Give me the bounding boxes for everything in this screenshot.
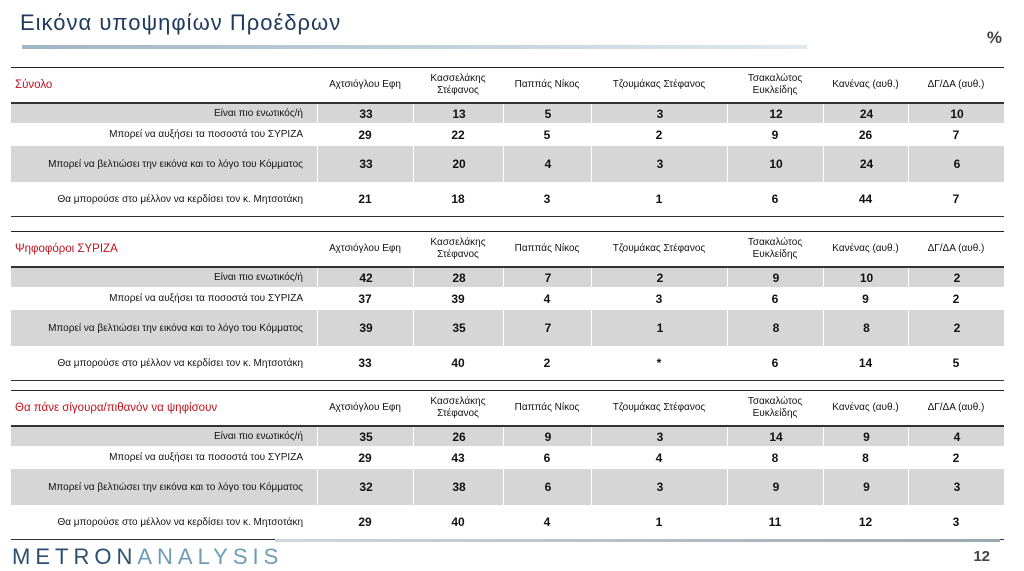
row-label: Θα μπορούσε στο μέλλον να κερδίσει τον κ. Μητσοτάκη [57,516,303,528]
column-header: Τσακαλώτος Ευκλείδης [747,237,803,260]
table-cell: 7 [952,192,960,206]
row-label: Μπορεί να αυξήσει τα ποσοστά του ΣΥΡΙΖΑ [109,129,303,140]
table-cell: 35 [317,427,414,446]
table-cell: 21 [358,192,372,206]
table-cell: 1 [655,192,663,206]
footer-rule [275,539,1000,542]
column-header: Παππάς Νίκος [514,243,580,254]
table-cell: 40 [451,356,465,370]
table-cell: 37 [358,291,372,306]
table-cell: 33 [317,104,414,123]
table-cell: 6 [771,356,779,370]
table-cell: 26 [413,427,504,446]
table-cell: 3 [591,146,728,182]
table-cell: 29 [358,127,372,142]
table-cell: 9 [823,469,909,505]
table-cell: 5 [503,104,592,123]
table-cell: 4 [908,427,1005,446]
table-cell: 28 [413,268,504,287]
table-cell: 24 [823,146,909,182]
percent-sign: % [986,28,1002,47]
table-cell: 2 [591,268,728,287]
table-row [11,427,1004,446]
table-cell: 3 [591,469,728,505]
table-cell: 43 [451,450,465,465]
table-header [11,231,1004,268]
table-row [11,310,1004,346]
section-title: Σύνολο [15,79,53,91]
row-label: Είναι πιο ενωτικός/ή [213,431,303,442]
title-underline [22,45,807,49]
table-cell: 39 [317,310,414,346]
table-cell: 14 [727,427,824,446]
table-cell: 2 [908,310,1005,346]
table-cell: 6 [503,469,592,505]
column-header: Τζουμάκας Στέφανος [612,79,706,90]
table-cell: 1 [591,310,728,346]
logo-part-1: METRON [12,544,138,569]
table-cell: 44 [858,192,873,206]
row-label: Είναι πιο ενωτικός/ή [213,272,303,283]
table-cell: 8 [727,310,824,346]
table-cell: 1 [655,515,663,529]
table-cell: 42 [317,268,414,287]
column-header: ΔΓ/ΔΑ (αυθ.) [927,243,985,254]
table-cell: 5 [543,127,551,142]
metron-analysis-logo [12,544,283,570]
table-cell: 3 [591,104,728,123]
table-cell: 33 [358,356,372,370]
table-row [11,146,1004,182]
table-cell: 9 [503,427,592,446]
table-cell: 2 [655,127,663,142]
table-row [11,182,1004,216]
table-cell: 4 [655,450,663,465]
table-row [11,505,1004,539]
table-row [11,104,1004,123]
table-cell: 4 [543,515,551,529]
table-cell: 9 [727,268,824,287]
row-label: Μπορεί να αυξήσει τα ποσοστά του ΣΥΡΙΖΑ [109,452,303,463]
table-cell: 7 [503,310,592,346]
table-row [11,346,1004,380]
table-cell: 5 [952,356,960,370]
table-cell: 29 [358,515,372,529]
table-cell: 3 [952,515,960,529]
table-cell: 8 [771,450,779,465]
table-cell: 10 [727,146,824,182]
column-header: Τζουμάκας Στέφανος [612,243,706,254]
table-cell: * [656,356,662,370]
table-cell: 3 [591,427,728,446]
table-header [11,390,1004,427]
table-cell: 39 [451,291,465,306]
logo-part-2: ANALYSIS [137,544,284,569]
table-cell: 26 [858,127,873,142]
column-header: Τσακαλώτος Ευκλείδης [747,73,803,96]
table-header [11,67,1004,104]
table-cell: 8 [862,450,869,465]
table-cell: 4 [543,291,551,306]
table-row [11,287,1004,310]
column-header: Κασσελάκης Στέφανος [430,73,486,96]
column-header: ΔΓ/ΔΑ (αυθ.) [927,79,985,90]
table-cell: 20 [413,146,504,182]
column-header: Αχτσιόγλου Εφη [329,79,401,90]
table-cell: 13 [413,104,504,123]
table-section [11,67,1004,217]
table-cell: 9 [771,127,779,142]
table-cell: 2 [952,450,960,465]
table-cell: 3 [655,291,663,306]
table-cell: 9 [862,291,869,306]
table-cell: 6 [543,450,551,465]
table-cell: 2 [543,356,551,370]
page-title: Εικόνα υποψηφίων Προέδρων [20,10,342,35]
table-cell: 6 [771,291,779,306]
table-cell: 40 [451,515,465,529]
page-number: 12 [973,548,990,565]
table-cell: 12 [727,104,824,123]
table-row [11,268,1004,287]
column-header: Κασσελάκης Στέφανος [430,396,486,419]
column-header: Κασσελάκης Στέφανος [430,237,486,260]
table-cell: 18 [451,192,465,206]
table-cell: 10 [823,268,909,287]
table-cell: 35 [413,310,504,346]
table-row [11,446,1004,469]
table-cell: 2 [952,291,960,306]
table-cell: 6 [908,146,1005,182]
table-row [11,123,1004,146]
column-header: Κανένας (αυθ.) [832,402,899,413]
table-cell: 2 [908,268,1005,287]
table-cell: 24 [823,104,909,123]
table-cell: 7 [952,127,960,142]
table-cell: 10 [908,104,1005,123]
row-label: Μπορεί να βελτιώσει την εικόνα και το λόγο του Κόμματος [48,158,303,170]
row-label: Μπορεί να βελτιώσει την εικόνα και το λόγο του Κόμματος [48,322,303,334]
table-cell: 4 [503,146,592,182]
column-header: Τζουμάκας Στέφανος [612,402,706,413]
table-cell: 32 [317,469,414,505]
table-section [11,390,1004,540]
column-header: ΔΓ/ΔΑ (αυθ.) [927,402,985,413]
column-header: Κανένας (αυθ.) [832,243,899,254]
row-label: Μπορεί να βελτιώσει την εικόνα και το λόγο του Κόμματος [48,481,303,493]
table-cell: 3 [543,192,551,206]
table-cell: 8 [823,310,909,346]
table-cell: 6 [771,192,779,206]
column-header: Κανένας (αυθ.) [832,79,899,90]
column-header: Αχτσιόγλου Εφη [329,402,401,413]
section-title: Ψηφοφόροι ΣΥΡΙΖΑ [15,243,118,255]
table-cell: 11 [768,515,782,529]
table-cell: 22 [451,127,465,142]
table-cell: 38 [413,469,504,505]
table-cell: 9 [823,427,909,446]
column-header: Παππάς Νίκος [514,402,580,413]
section-title: Θα πάνε σίγουρα/πιθανόν να ψηφίσουν [15,402,218,414]
column-header: Αχτσιόγλου Εφη [329,243,401,254]
table-cell: 12 [858,515,873,529]
table-row [11,469,1004,505]
column-header: Τσακαλώτος Ευκλείδης [747,396,803,419]
table-cell: 14 [858,356,873,370]
table-cell: 9 [727,469,824,505]
table-section [11,231,1004,381]
row-label: Είναι πιο ενωτικός/ή [213,108,303,119]
row-label: Θα μπορούσε στο μέλλον να κερδίσει τον κ. Μητσοτάκη [57,193,303,205]
table-cell: 29 [358,450,372,465]
row-label: Μπορεί να αυξήσει τα ποσοστά του ΣΥΡΙΖΑ [109,293,303,304]
table-cell: 7 [503,268,592,287]
table-cell: 3 [908,469,1005,505]
column-header: Παππάς Νίκος [514,79,580,90]
row-label: Θα μπορούσε στο μέλλον να κερδίσει τον κ. Μητσοτάκη [57,357,303,369]
table-cell: 33 [317,146,414,182]
